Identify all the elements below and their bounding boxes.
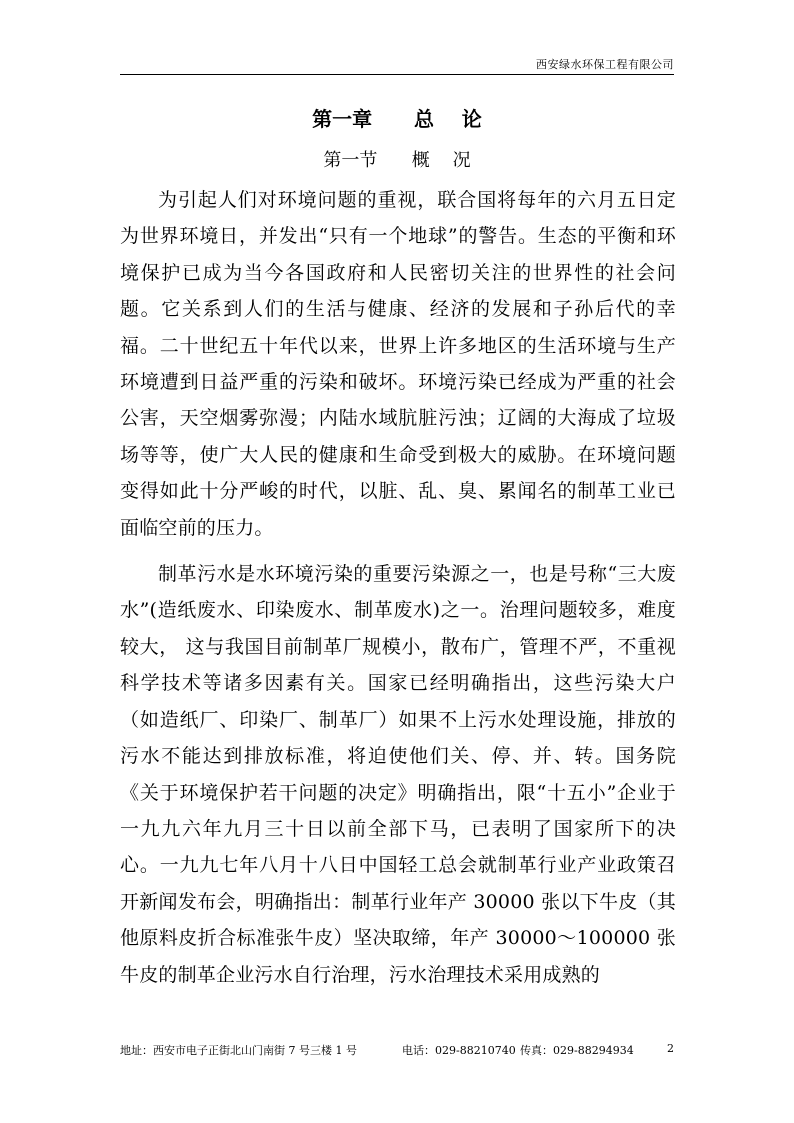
page-header bbox=[120, 54, 674, 75]
body-text bbox=[120, 182, 676, 993]
header-company-name: 西安绿水环保工程有限公司 bbox=[536, 58, 674, 71]
paragraph-1: 为引起人们对环境问题的重视，联合国将每年的六月五日定为世界环境日，并发出“只有一个地球”的警告。生态的平衡和环境保护已成为当今各国政府和人民密切关注的世界性的社会问题。它关系到人们的生活与健康、经济的发展和子孙后代的幸福。二十世纪五十年代以来，世界上许多地区的生活环境与生产环境遭到日益严重的污染和破坏。环境污染已经成为严重的社会公害，天空烟雾弥漫；内陆水域肮脏污浊；辽阔的大海成了垃圾场等等，使广大人民的健康和生命受到极大的威胁。在环境问题变得如此十分严峻的时代，以脏、乱、臭、累闻名的制革工业已面临空前的压力。 bbox=[120, 189, 676, 539]
chapter-title: 第一章 总 论 bbox=[312, 107, 482, 131]
paragraph-2: 制革污水是水环境污染的重要污染源之一，也是号称“三大废水”(造纸废水、印染废水、制革废水)之一。治理问题较多，难度较大， 这与我国目前制革厂规模小，散布广，管理不严，不重视科学技术等诸多因素有关。国家已经明确指出，这些污染大户（如造纸厂、印染厂、制革厂）如果不上污水处理设施，排放的污水不能达到排放标准，将迫使他们关、停、并、转。国务院《关于环境保护若干问题的决定》明确指出，限“十五小”企业于一九九六年九月三十日以前全部下马，已表明了国家所下的决心。一九九七年八月十八日中国轻工总会就制革行业产业政策召开新闻发布会，明确指出：制革行业年产 30000 张以下牛皮（其他原料皮折合标准张牛皮）坚决取缔，年产 30000～100000 张牛皮的制革企业污水自行治理，污水治理技术采用成熟的 bbox=[120, 563, 676, 986]
footer-fax: 传真：029-88294934 bbox=[520, 1044, 634, 1057]
page-number: 2 bbox=[667, 1042, 674, 1055]
footer-phone: 电话：029-88210740 bbox=[402, 1044, 516, 1057]
section-title: 第一节 概 况 bbox=[323, 150, 471, 171]
footer-address: 地址：西安市电子正街北山门南街 7 号三楼 1 号 bbox=[120, 1044, 357, 1057]
